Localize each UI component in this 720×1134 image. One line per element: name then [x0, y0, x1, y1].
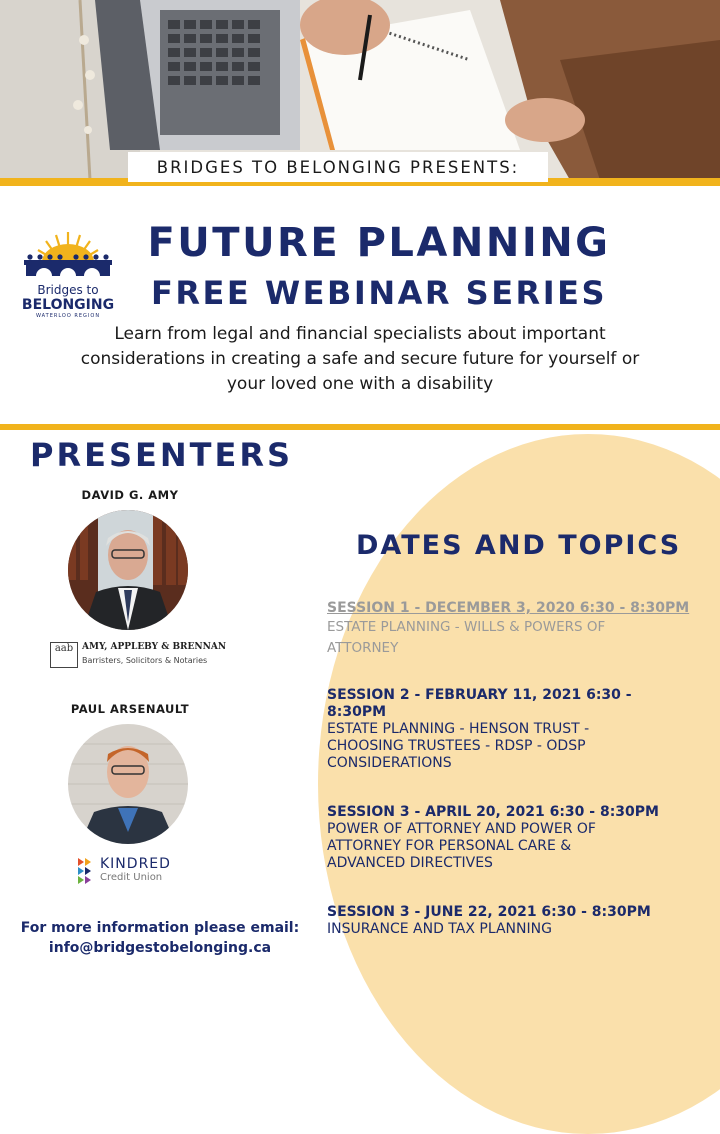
contact-email[interactable]: info@bridgestobelonging.ca: [48, 940, 272, 956]
intro-line3: your loved one with a disability: [226, 374, 494, 394]
intro-line2: considerations in creating a safe and secure future for yourself or: [80, 349, 640, 369]
contact-prompt: For more information please email:: [20, 920, 300, 936]
kindred-subtitle: Credit Union: [100, 872, 163, 883]
bridges-logo: [20, 226, 116, 319]
session-1-topic-line1: ESTATE PLANNING - WILLS & POWERS OF: [327, 619, 606, 635]
presenter-name-2: PAUL ARSENAULT: [70, 702, 190, 716]
section-divider: [0, 424, 720, 430]
presenter-photo-1: [68, 510, 188, 630]
session-2-topic-line1: ESTATE PLANNING - HENSON TRUST -: [327, 721, 590, 737]
firm-mark: aab: [50, 642, 78, 668]
title-line1: FUTURE PLANNING: [147, 220, 611, 266]
kindred-name: KINDRED: [100, 856, 171, 872]
sunrise-bridge-icon: [20, 226, 116, 282]
session-2-date-line2: 8:30PM: [327, 704, 387, 720]
session-3: [327, 804, 717, 872]
portrait-image: [68, 510, 188, 630]
portrait-image: [68, 724, 188, 844]
kindred-logo: [78, 856, 208, 886]
kindred-mark-icon: [78, 858, 98, 884]
presenter-name-1: DAVID G. AMY: [81, 488, 179, 502]
session-2-topic-line3: CONSIDERATIONS: [327, 755, 452, 771]
logo-line1: Bridges to: [37, 283, 99, 297]
session-1-date[interactable]: SESSION 1 - DECEMBER 3, 2020 6:30 - 8:30PM: [327, 600, 690, 616]
session-1-topic-line2: ATTORNEY: [327, 640, 399, 656]
session-4: [327, 904, 717, 938]
presents-banner: BRIDGES TO BELONGING PRESENTS:: [128, 152, 548, 182]
session-3-date: SESSION 3 - APRIL 20, 2021 6:30 - 8:30PM: [327, 804, 659, 820]
session-2-topic-line2: CHOOSING TRUSTEES - RDSP - ODSP: [327, 738, 586, 754]
session-3-topic-line1: POWER OF ATTORNEY AND POWER OF: [327, 821, 596, 837]
presenter-photo-2: [68, 724, 188, 844]
logo-line2: BELONGING: [21, 297, 115, 313]
firm-logo-amy-appleby-brennan: [50, 640, 230, 668]
firm-name: AMY, APPLEBY & BRENNAN: [82, 642, 227, 652]
session-4-date: SESSION 3 - JUNE 22, 2021 6:30 - 8:30PM: [327, 904, 651, 920]
firm-subtitle: Barristers, Solicitors & Notaries: [82, 656, 208, 665]
intro-line1: Learn from legal and financial specialists about important: [114, 324, 606, 344]
session-2: [327, 687, 717, 772]
title-line2: FREE WEBINAR SERIES: [151, 274, 607, 312]
session-2-date-line1: SESSION 2 - FEBRUARY 11, 2021 6:30 -: [327, 687, 632, 703]
presenters-heading: PRESENTERS: [30, 436, 294, 474]
session-3-topic-line3: ADVANCED DIRECTIVES: [327, 855, 493, 871]
intro-text: [30, 322, 690, 397]
session-1: [327, 600, 717, 659]
logo-line3: WATERLOO REGION: [35, 313, 101, 319]
dates-heading: DATES AND TOPICS: [356, 530, 682, 561]
session-4-topic-line1: INSURANCE AND TAX PLANNING: [327, 921, 552, 937]
session-3-topic-line2: ATTORNEY FOR PERSONAL CARE &: [327, 838, 572, 854]
